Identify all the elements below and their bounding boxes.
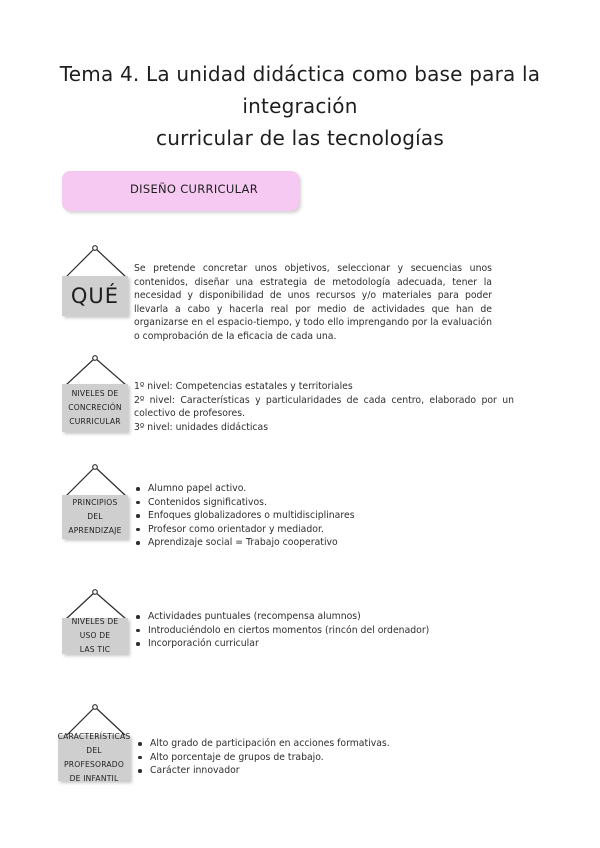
profesorado-sign-line-3: DE INFANTIL [69, 774, 119, 783]
niveles-sign-line-1: NIVELES DE [71, 389, 119, 398]
profesorado-sign-line-1: CARACTERÍSTICAS [57, 732, 131, 741]
que-sign-label: QUÉ [70, 284, 120, 308]
page-title-line-2: curricular de las tecnologías [156, 126, 444, 150]
list-item: Actividades puntuales (recompensa alumnos) [134, 610, 514, 624]
que-text: Se pretende concretar unos objetivos, seleccionar y secuencias unos contenidos, diseñar una estrategia de metodología adecuada, tener la necesidad y disponibilidad de unos recursos y/o materiales para poder llevarla a cabo y hacerla real por medio de actividades que han de organizarse en el espacio-tiempo, y todo ello imprengando por la evaluación o comprobación de la eficacia de cada una. [134, 263, 492, 342]
niveles-line-3: 3º nivel: unidades didácticas [134, 421, 269, 433]
list-item: Alumno papel activo. [134, 482, 494, 496]
list-item: Incorporación curricular [134, 637, 514, 651]
principios-sign [62, 463, 130, 543]
principios-sign-line-2: APRENDIZAJE [68, 526, 122, 535]
list-item: Contenidos significativos. [134, 496, 494, 510]
niveles-sign [62, 354, 130, 434]
page-title [30, 58, 570, 154]
list-item: Alto porcentaje de grupos de trabajo. [136, 751, 496, 765]
principios-sign-line-1: PRINCIPIOS DEL [72, 498, 118, 521]
niveles-sign-line-3: CURRICULAR [69, 417, 121, 426]
niveles-line-1: 1º nivel: Competencias estatales y territoriales [134, 381, 353, 392]
tic-list [134, 610, 514, 651]
tic-sign-line-2: LAS TIC [79, 645, 111, 654]
list-item: Alto grado de participación en acciones formativas. [136, 737, 496, 751]
que-sign [62, 244, 130, 318]
profesorado-sign [58, 703, 130, 783]
profesorado-sign-board [57, 732, 131, 783]
section-banner-label: DISEÑO CURRICULAR [130, 182, 259, 196]
list-item: Profesor como orientador y mediador. [134, 523, 494, 537]
tic-sign [62, 588, 130, 658]
tic-sign-board [62, 618, 128, 654]
list-item: Enfoques globalizadores o multidisciplinares [134, 509, 494, 523]
section-banner [62, 171, 299, 211]
niveles-list [134, 380, 514, 434]
niveles-line-2: 2º nivel: Características y particularidades de cada centro, elaborado por un colectivo de profesores. [134, 394, 514, 419]
profesorado-list [136, 737, 496, 778]
list-item: Introduciéndolo en ciertos momentos (rincón del ordenador) [134, 624, 514, 638]
niveles-sign-line-2: CONCRECIÓN [68, 403, 122, 412]
list-item: Aprendizaje social = Trabajo cooperativo [134, 536, 494, 550]
principios-sign-board [62, 495, 128, 539]
list-item: Carácter innovador [136, 764, 496, 778]
principios-list [134, 482, 494, 550]
profesorado-sign-line-2: DEL PROFESORADO [64, 746, 124, 769]
que-sign-board [62, 276, 128, 316]
niveles-sign-board [62, 384, 128, 432]
tic-sign-line-1: NIVELES DE USO DE [71, 617, 119, 640]
page-title-line-1: Tema 4. La unidad didáctica como base para la integración [59, 62, 541, 118]
